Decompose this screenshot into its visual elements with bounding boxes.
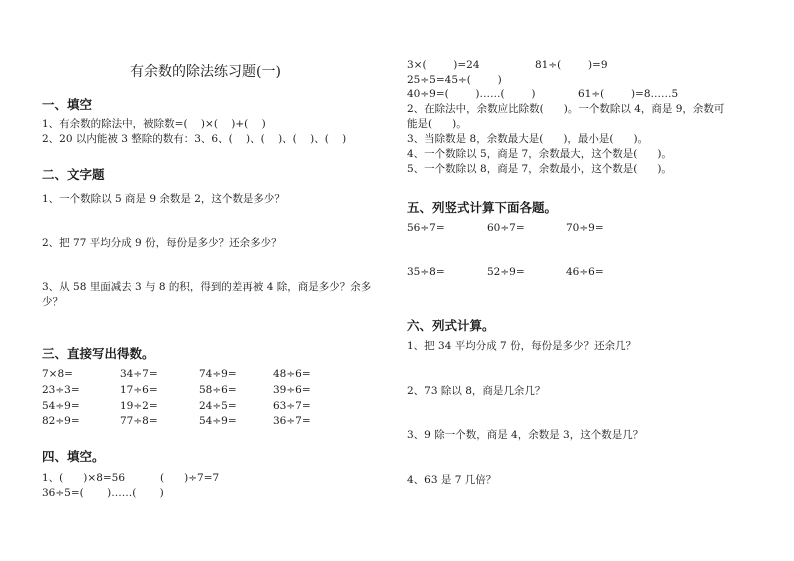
fill-blank-r1a: 3×( )=24 — [407, 59, 480, 71]
vertical-calc-item: 70÷9= — [566, 222, 604, 234]
calc-item: 34÷7= — [120, 368, 158, 380]
fill-blank-r3b: 61÷( )=8……5 — [578, 88, 679, 100]
section-4-heading: 四、填空。 — [42, 449, 105, 464]
word-problem-q2: 2、把 77 平均分成 9 份，每份是多少？还余多少？ — [42, 237, 282, 249]
equation-problem-q1: 1、把 34 平均分成 7 份，每份是多少？还余几？ — [407, 340, 637, 352]
vertical-calc-item: 60÷7= — [487, 222, 525, 234]
calc-item: 23÷3= — [42, 384, 80, 396]
calc-item: 82÷9= — [42, 415, 80, 427]
vertical-calc-item: 52÷9= — [487, 266, 525, 278]
section-6-heading: 六、列式计算。 — [407, 318, 495, 333]
fill-blank-q4: 4、一个数除以 5，商是 7，余数最大，这个数是( )。 — [407, 148, 672, 160]
calc-item: 58÷6= — [199, 384, 237, 396]
fill-blank-q2-line1: 2、在除法中，余数应比除数( )。一个数除以 4，商是 9，余数可 — [407, 103, 725, 115]
fill-blank-q3: 3、当除数是 8，余数最大是( )，最小是( )。 — [407, 133, 649, 145]
calc-item: 54÷9= — [199, 415, 237, 427]
calc-item: 24÷5= — [199, 400, 237, 412]
fill-blank-q5: 5、一个数除以 8，商是 7，余数最小，这个数是( )。 — [407, 163, 672, 175]
fill-blank-q2-line2: 能是( )。 — [407, 118, 467, 130]
calc-item: 36÷7= — [273, 415, 311, 427]
vertical-calc-item: 35÷8= — [407, 266, 445, 278]
vertical-calc-item: 56÷7= — [407, 222, 445, 234]
calc-item: 19÷2= — [120, 400, 158, 412]
calc-item: 74÷9= — [199, 368, 237, 380]
page-title: 有余数的除法练习题(一) — [130, 64, 281, 80]
calc-item: 17÷6= — [120, 384, 158, 396]
calc-item: 39÷6= — [273, 384, 311, 396]
fill-blank-r1b: 81÷( )=9 — [535, 59, 608, 71]
vertical-calc-item: 46÷6= — [566, 266, 604, 278]
fill-blank-4-1b: ( )÷7=7 — [160, 472, 220, 484]
calc-item: 7×8= — [42, 368, 73, 380]
calc-item: 63÷7= — [273, 400, 311, 412]
equation-problem-q3: 3、9 除一个数，商是 4，余数是 3，这个数是几？ — [407, 429, 644, 441]
section-2-heading: 二、文字题 — [42, 167, 105, 182]
fill-blank-q1: 1、有余数的除法中，被除数=( )×( )+( ) — [42, 118, 266, 130]
calc-item: 48÷6= — [273, 368, 311, 380]
word-problem-q3-line1: 3、从 58 里面减去 3 与 8 的积，得到的差再被 4 除，商是多少？余多 — [42, 281, 372, 293]
section-3-heading: 三、直接写出得数。 — [42, 346, 155, 361]
fill-blank-4-2: 36÷5=( )……( ) — [42, 487, 164, 499]
equation-problem-q4: 4、63 是 7 几倍？ — [407, 474, 497, 486]
fill-blank-r3a: 40÷9=( )……( ) — [407, 88, 536, 100]
fill-blank-r2: 25÷5=45÷( ) — [407, 74, 502, 86]
section-1-heading: 一、填空 — [42, 97, 93, 112]
word-problem-q3-line2: 少？ — [42, 296, 63, 308]
section-5-heading: 五、列竖式计算下面各题。 — [407, 200, 558, 215]
fill-blank-q2: 2、20 以内能被 3 整除的数有：3、6、( )、( )、( )、( ) — [42, 133, 347, 145]
equation-problem-q2: 2、73 除以 8，商是几余几？ — [407, 385, 546, 397]
calc-item: 77÷8= — [120, 415, 158, 427]
fill-blank-4-1a: 1、( )×8=56 — [42, 472, 126, 484]
calc-item: 54÷9= — [42, 400, 80, 412]
word-problem-q1: 1、一个数除以 5 商是 9 余数是 2，这个数是多少？ — [42, 193, 285, 205]
